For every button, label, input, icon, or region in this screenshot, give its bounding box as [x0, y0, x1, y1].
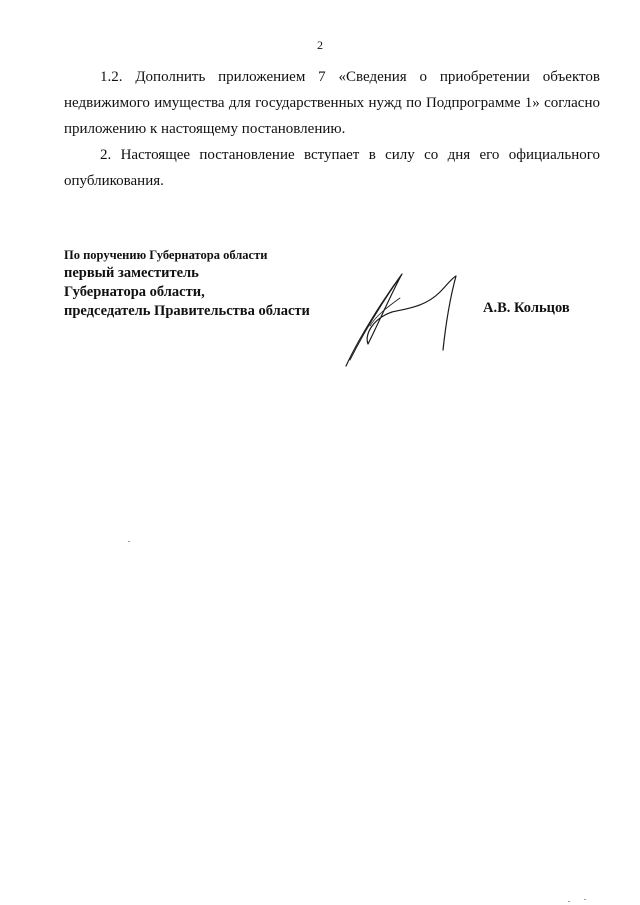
signer-name: А.В. Кольцов	[483, 300, 570, 316]
scan-speck	[128, 541, 130, 542]
position-line-3: председатель Правительства области	[64, 303, 310, 319]
handwritten-signature	[340, 268, 465, 370]
page-number: 2	[317, 38, 323, 52]
scan-speck	[568, 901, 570, 902]
paragraph-2: 2. Настоящее постановление вступает в силу со дня его официального опубликования.	[64, 147, 600, 189]
signature-block	[64, 246, 310, 321]
position-line-1: первый заместитель	[64, 265, 199, 281]
paragraph-1-2: 1.2. Дополнить приложением 7 «Сведения о приобретении объектов недвижимого имущества для государственных нужд по Подпрограмме 1» согласно приложению к настоящему постановлению.	[64, 69, 600, 137]
document-body	[64, 64, 600, 194]
position-line-2: Губернатора области,	[64, 284, 205, 300]
on-behalf-line: По поручению Губернатора области	[64, 248, 268, 262]
scan-speck	[584, 899, 586, 900]
